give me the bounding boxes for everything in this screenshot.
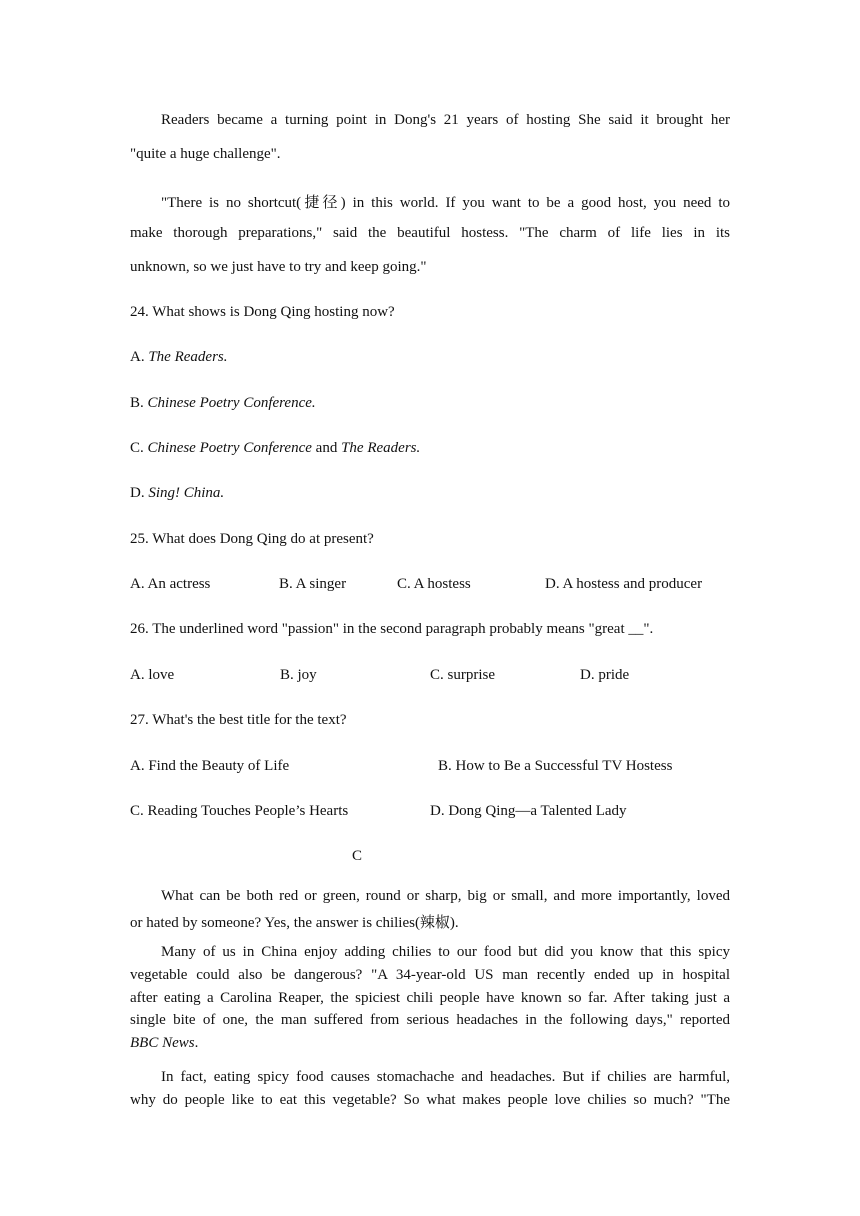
question-24-option-a <box>130 349 228 366</box>
option-letter: D. <box>130 485 149 501</box>
passage-line: or hated by someone? Yes, the answer is chilies(辣椒). <box>130 915 459 931</box>
option-letter: C. <box>130 440 148 456</box>
passage-line <box>130 1035 198 1052</box>
option-title: The Readers. <box>341 440 421 456</box>
question-24-option-b <box>130 395 316 412</box>
question-26-option-c: C. surprise <box>430 667 495 683</box>
option-text: and <box>311 440 342 456</box>
question-26-option-b: B. joy <box>280 667 317 683</box>
question-26-option-d: D. pride <box>580 667 630 683</box>
question-27-stem: 27. What's the best title for the text? <box>130 712 347 728</box>
question-25-option-b: B. A singer <box>279 576 347 592</box>
passage-line: What can be both red or green, round or sharp, big or small, and more importantly, loved <box>161 888 730 904</box>
question-25-option-a: A. An actress <box>130 576 211 592</box>
passage-line: why do people like to eat this vegetable? So what makes people love chilies so much? "The <box>130 1092 730 1108</box>
question-27-option-d: D. Dong Qing—a Talented Lady <box>430 803 627 819</box>
passage-line: Many of us in China enjoy adding chilies to our food but did you know that this spicy <box>161 944 730 960</box>
question-24-stem: 24. What shows is Dong Qing hosting now? <box>130 304 395 320</box>
news-source: BBC News <box>130 1035 195 1051</box>
option-letter: A. <box>130 349 149 365</box>
question-27-option-c: C. Reading Touches People’s Hearts <box>130 803 349 819</box>
passage-line: "There is no shortcut(捷径) in this world. If you want to be a good host, you need to <box>161 195 730 211</box>
question-25-option-d: D. A hostess and producer <box>545 576 703 592</box>
question-26-stem: 26. The underlined word "passion" in the second paragraph probably means "great __". <box>130 621 654 637</box>
sentence-end: . <box>194 1035 199 1051</box>
option-title: Sing! China. <box>148 485 225 501</box>
option-title: The Readers. <box>148 349 228 365</box>
question-24-option-d <box>130 485 224 502</box>
option-title: Chinese Poetry Conference. <box>147 395 316 411</box>
question-27-option-b: B. How to Be a Successful TV Hostess <box>438 758 673 774</box>
passage-line: vegetable could also be dangerous? "A 34-year-old US man recently ended up in hospital <box>130 967 730 983</box>
section-heading: C <box>352 848 363 864</box>
question-25-option-c: C. A hostess <box>397 576 471 592</box>
question-27-option-a: A. Find the Beauty of Life <box>130 758 290 774</box>
option-title: Chinese Poetry Conference <box>147 440 312 456</box>
question-26-option-a: A. love <box>130 667 175 683</box>
question-25-stem: 25. What does Dong Qing do at present? <box>130 531 374 547</box>
passage-line: Readers became a turning point in Dong's 21 years of hosting She said it brought her <box>161 112 730 128</box>
passage-line: unknown, so we just have to try and keep going." <box>130 259 427 275</box>
passage-line: after eating a Carolina Reaper, the spiciest chili people have known so far. After taking just a <box>130 990 730 1006</box>
option-letter: B. <box>130 395 148 411</box>
question-24-option-c <box>130 440 420 457</box>
passage-line: make thorough preparations," said the beautiful hostess. "The charm of life lies in its <box>130 225 730 241</box>
passage-line: single bite of one, the man suffered from serious headaches in the following days," reported <box>130 1012 730 1028</box>
passage-line: In fact, eating spicy food causes stomachache and headaches. But if chilies are harmful, <box>161 1069 730 1085</box>
passage-line: "quite a huge challenge". <box>130 146 281 162</box>
